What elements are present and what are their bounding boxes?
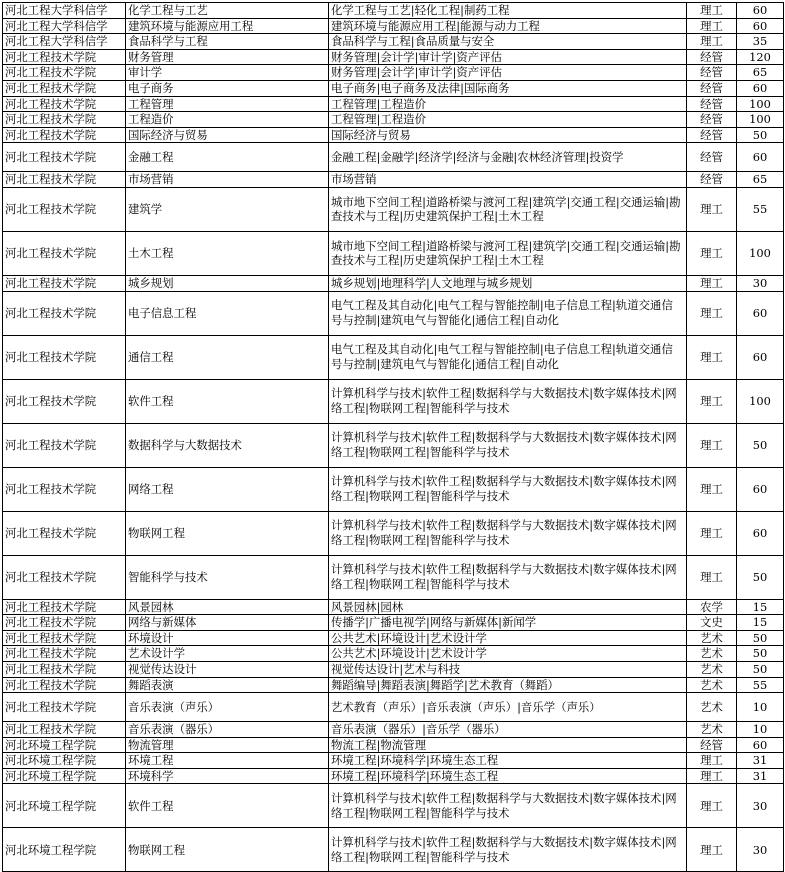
major-group-cell: 国际经济与贸易	[329, 127, 687, 143]
plan-count-cell: 10	[737, 722, 784, 738]
category-cell: 理工	[687, 423, 737, 467]
major-group-cell: 音乐表演（器乐）|音乐学（器乐）	[329, 722, 687, 738]
table-row	[3, 722, 784, 738]
table-row	[3, 335, 784, 379]
category-cell: 理工	[687, 768, 737, 784]
school-cell: 河北工程技术学院	[3, 661, 126, 677]
major-group-cell: 工程管理|工程造价	[329, 96, 687, 112]
major-cell: 电子商务	[126, 80, 329, 96]
school-cell: 河北工程技术学院	[3, 511, 126, 555]
major-cell: 土木工程	[126, 231, 329, 275]
school-cell: 河北工程技术学院	[3, 291, 126, 335]
category-cell: 农学	[687, 599, 737, 615]
category-cell: 理工	[687, 784, 737, 828]
plan-count-cell: 65	[737, 65, 784, 81]
major-group-cell: 风景园林|园林	[329, 599, 687, 615]
school-cell: 河北工程技术学院	[3, 49, 126, 65]
plan-count-cell: 60	[737, 18, 784, 34]
major-group-cell: 金融工程|金融学|经济学|经济与金融|农林经济管理|投资学	[329, 143, 687, 172]
major-cell: 风景园林	[126, 599, 329, 615]
plan-count-cell: 35	[737, 34, 784, 50]
major-cell: 智能科学与技术	[126, 555, 329, 599]
school-cell: 河北环境工程学院	[3, 737, 126, 753]
major-group-cell: 城市地下空间工程|道路桥梁与渡河工程|建筑学|交通工程|交通运输|勘查技术与工程|历史建筑保护工程|土木工程	[329, 187, 687, 231]
major-group-cell: 物流工程|物流管理	[329, 737, 687, 753]
admission-plan-table	[2, 2, 784, 872]
table-row	[3, 3, 784, 19]
table-row	[3, 172, 784, 188]
plan-count-cell: 60	[737, 291, 784, 335]
major-cell: 舞蹈表演	[126, 677, 329, 693]
major-cell: 物联网工程	[126, 828, 329, 872]
plan-count-cell: 60	[737, 335, 784, 379]
table-row	[3, 143, 784, 172]
major-group-cell: 电气工程及其自动化|电气工程与智能控制|电子信息工程|轨道交通信号与控制|建筑电气与智能化|通信工程|自动化	[329, 335, 687, 379]
school-cell: 河北工程技术学院	[3, 335, 126, 379]
plan-count-cell: 60	[737, 143, 784, 172]
major-group-cell: 财务管理|会计学|审计学|资产评估	[329, 65, 687, 81]
major-group-cell: 城市地下空间工程|道路桥梁与渡河工程|建筑学|交通工程|交通运输|勘查技术与工程|历史建筑保护工程|土木工程	[329, 231, 687, 275]
school-cell: 河北工程大学科信学	[3, 3, 126, 19]
category-cell: 理工	[687, 275, 737, 291]
school-cell: 河北工程技术学院	[3, 379, 126, 423]
table-row	[3, 615, 784, 631]
major-cell: 食品科学与工程	[126, 34, 329, 50]
major-cell: 国际经济与贸易	[126, 127, 329, 143]
major-group-cell: 视觉传达设计|艺术与科技	[329, 661, 687, 677]
major-cell: 物联网工程	[126, 511, 329, 555]
category-cell: 经管	[687, 127, 737, 143]
major-cell: 数据科学与大数据技术	[126, 423, 329, 467]
school-cell: 河北工程技术学院	[3, 96, 126, 112]
school-cell: 河北工程技术学院	[3, 599, 126, 615]
plan-count-cell: 30	[737, 784, 784, 828]
school-cell: 河北环境工程学院	[3, 753, 126, 769]
plan-count-cell: 55	[737, 677, 784, 693]
category-cell: 艺术	[687, 693, 737, 722]
major-cell: 建筑学	[126, 187, 329, 231]
major-group-cell: 计算机科学与技术|软件工程|数据科学与大数据技术|数字媒体技术|网络工程|物联网工程|智能科学与技术	[329, 423, 687, 467]
table-row	[3, 599, 784, 615]
school-cell: 河北工程技术学院	[3, 646, 126, 662]
category-cell: 理工	[687, 555, 737, 599]
major-group-cell: 计算机科学与技术|软件工程|数据科学与大数据技术|数字媒体技术|网络工程|物联网工程|智能科学与技术	[329, 555, 687, 599]
category-cell: 理工	[687, 18, 737, 34]
plan-count-cell: 100	[737, 112, 784, 128]
major-group-cell: 市场营销	[329, 172, 687, 188]
table-row	[3, 828, 784, 872]
school-cell: 河北工程技术学院	[3, 172, 126, 188]
major-cell: 通信工程	[126, 335, 329, 379]
school-cell: 河北工程技术学院	[3, 467, 126, 511]
major-group-cell: 环境工程|环境科学|环境生态工程	[329, 753, 687, 769]
plan-count-cell: 65	[737, 172, 784, 188]
major-group-cell: 计算机科学与技术|软件工程|数据科学与大数据技术|数字媒体技术|网络工程|物联网工程|智能科学与技术	[329, 828, 687, 872]
school-cell: 河北工程大学科信学	[3, 34, 126, 50]
table-row	[3, 630, 784, 646]
major-group-cell: 传播学|广播电视学|网络与新媒体|新闻学	[329, 615, 687, 631]
school-cell: 河北工程技术学院	[3, 143, 126, 172]
school-cell: 河北工程技术学院	[3, 80, 126, 96]
major-cell: 化学工程与工艺	[126, 3, 329, 19]
category-cell: 理工	[687, 828, 737, 872]
table-body	[3, 3, 784, 872]
plan-count-cell: 50	[737, 423, 784, 467]
plan-count-cell: 31	[737, 768, 784, 784]
plan-count-cell: 55	[737, 187, 784, 231]
category-cell: 理工	[687, 753, 737, 769]
major-cell: 艺术设计学	[126, 646, 329, 662]
table-row	[3, 231, 784, 275]
major-cell: 审计学	[126, 65, 329, 81]
plan-count-cell: 15	[737, 615, 784, 631]
major-cell: 软件工程	[126, 784, 329, 828]
table-row	[3, 379, 784, 423]
major-group-cell: 电气工程及其自动化|电气工程与智能控制|电子信息工程|轨道交通信号与控制|建筑电气与智能化|通信工程|自动化	[329, 291, 687, 335]
plan-count-cell: 31	[737, 753, 784, 769]
major-cell: 财务管理	[126, 49, 329, 65]
major-group-cell: 城乡规划|地理科学|人文地理与城乡规划	[329, 275, 687, 291]
table-row	[3, 96, 784, 112]
table-row	[3, 753, 784, 769]
table-row	[3, 423, 784, 467]
major-group-cell: 化学工程与工艺|轻化工程|制药工程	[329, 3, 687, 19]
category-cell: 理工	[687, 467, 737, 511]
plan-count-cell: 100	[737, 231, 784, 275]
plan-count-cell: 50	[737, 661, 784, 677]
major-group-cell: 建筑环境与能源应用工程|能源与动力工程	[329, 18, 687, 34]
category-cell: 理工	[687, 187, 737, 231]
table-row	[3, 555, 784, 599]
table-row	[3, 511, 784, 555]
table-row	[3, 112, 784, 128]
table-row	[3, 646, 784, 662]
category-cell: 经管	[687, 80, 737, 96]
table-row	[3, 693, 784, 722]
plan-count-cell: 30	[737, 828, 784, 872]
plan-count-cell: 60	[737, 511, 784, 555]
plan-count-cell: 15	[737, 599, 784, 615]
school-cell: 河北工程技术学院	[3, 630, 126, 646]
category-cell: 经管	[687, 143, 737, 172]
category-cell: 经管	[687, 96, 737, 112]
table-row	[3, 275, 784, 291]
table-row	[3, 18, 784, 34]
category-cell: 艺术	[687, 677, 737, 693]
major-group-cell: 环境工程|环境科学|环境生态工程	[329, 768, 687, 784]
major-group-cell: 计算机科学与技术|软件工程|数据科学与大数据技术|数字媒体技术|网络工程|物联网工程|智能科学与技术	[329, 379, 687, 423]
category-cell: 经管	[687, 49, 737, 65]
plan-count-cell: 60	[737, 737, 784, 753]
major-cell: 城乡规划	[126, 275, 329, 291]
school-cell: 河北环境工程学院	[3, 784, 126, 828]
school-cell: 河北工程技术学院	[3, 65, 126, 81]
school-cell: 河北环境工程学院	[3, 828, 126, 872]
category-cell: 理工	[687, 379, 737, 423]
table-row	[3, 127, 784, 143]
major-cell: 物流管理	[126, 737, 329, 753]
major-cell: 环境设计	[126, 630, 329, 646]
major-group-cell: 财务管理|会计学|审计学|资产评估	[329, 49, 687, 65]
category-cell: 理工	[687, 511, 737, 555]
school-cell: 河北环境工程学院	[3, 768, 126, 784]
major-cell: 市场营销	[126, 172, 329, 188]
table-row	[3, 661, 784, 677]
major-cell: 视觉传达设计	[126, 661, 329, 677]
major-group-cell: 工程管理|工程造价	[329, 112, 687, 128]
school-cell: 河北工程技术学院	[3, 231, 126, 275]
major-cell: 软件工程	[126, 379, 329, 423]
plan-count-cell: 100	[737, 96, 784, 112]
category-cell: 文史	[687, 615, 737, 631]
school-cell: 河北工程技术学院	[3, 693, 126, 722]
school-cell: 河北工程技术学院	[3, 275, 126, 291]
major-cell: 电子信息工程	[126, 291, 329, 335]
school-cell: 河北工程技术学院	[3, 722, 126, 738]
school-cell: 河北工程技术学院	[3, 555, 126, 599]
category-cell: 艺术	[687, 722, 737, 738]
major-cell: 工程造价	[126, 112, 329, 128]
major-cell: 音乐表演（器乐）	[126, 722, 329, 738]
major-cell: 建筑环境与能源应用工程	[126, 18, 329, 34]
table-row	[3, 49, 784, 65]
table-row	[3, 677, 784, 693]
major-cell: 音乐表演（声乐）	[126, 693, 329, 722]
school-cell: 河北工程技术学院	[3, 423, 126, 467]
plan-count-cell: 60	[737, 467, 784, 511]
table-row	[3, 768, 784, 784]
school-cell: 河北工程技术学院	[3, 615, 126, 631]
plan-count-cell: 50	[737, 127, 784, 143]
plan-count-cell: 30	[737, 275, 784, 291]
plan-count-cell: 120	[737, 49, 784, 65]
major-group-cell: 计算机科学与技术|软件工程|数据科学与大数据技术|数字媒体技术|网络工程|物联网工程|智能科学与技术	[329, 511, 687, 555]
major-cell: 工程管理	[126, 96, 329, 112]
plan-count-cell: 50	[737, 630, 784, 646]
major-cell: 环境工程	[126, 753, 329, 769]
table-row	[3, 187, 784, 231]
plan-count-cell: 50	[737, 646, 784, 662]
category-cell: 经管	[687, 172, 737, 188]
major-group-cell: 公共艺术|环境设计|艺术设计学	[329, 646, 687, 662]
category-cell: 经管	[687, 112, 737, 128]
category-cell: 艺术	[687, 630, 737, 646]
category-cell: 经管	[687, 737, 737, 753]
major-cell: 网络与新媒体	[126, 615, 329, 631]
category-cell: 艺术	[687, 646, 737, 662]
major-cell: 网络工程	[126, 467, 329, 511]
school-cell: 河北工程技术学院	[3, 127, 126, 143]
table-row	[3, 34, 784, 50]
major-group-cell: 舞蹈编导|舞蹈表演|舞蹈学|艺术教育（舞蹈）	[329, 677, 687, 693]
major-cell: 环境科学	[126, 768, 329, 784]
school-cell: 河北工程技术学院	[3, 677, 126, 693]
table-row	[3, 65, 784, 81]
category-cell: 理工	[687, 291, 737, 335]
major-group-cell: 电子商务|电子商务及法律|国际商务	[329, 80, 687, 96]
major-group-cell: 计算机科学与技术|软件工程|数据科学与大数据技术|数字媒体技术|网络工程|物联网工程|智能科学与技术	[329, 467, 687, 511]
category-cell: 理工	[687, 335, 737, 379]
category-cell: 理工	[687, 3, 737, 19]
table-row	[3, 291, 784, 335]
school-cell: 河北工程技术学院	[3, 187, 126, 231]
plan-count-cell: 60	[737, 3, 784, 19]
major-group-cell: 公共艺术|环境设计|艺术设计学	[329, 630, 687, 646]
major-group-cell: 计算机科学与技术|软件工程|数据科学与大数据技术|数字媒体技术|网络工程|物联网工程|智能科学与技术	[329, 784, 687, 828]
category-cell: 理工	[687, 231, 737, 275]
plan-count-cell: 10	[737, 693, 784, 722]
plan-count-cell: 50	[737, 555, 784, 599]
category-cell: 理工	[687, 34, 737, 50]
major-group-cell: 食品科学与工程|食品质量与安全	[329, 34, 687, 50]
table-row	[3, 737, 784, 753]
category-cell: 艺术	[687, 661, 737, 677]
plan-count-cell: 100	[737, 379, 784, 423]
table-row	[3, 467, 784, 511]
table-row	[3, 80, 784, 96]
major-group-cell: 艺术教育（声乐）|音乐表演（声乐）|音乐学（声乐）	[329, 693, 687, 722]
table-row	[3, 784, 784, 828]
major-cell: 金融工程	[126, 143, 329, 172]
school-cell: 河北工程大学科信学	[3, 18, 126, 34]
plan-count-cell: 60	[737, 80, 784, 96]
school-cell: 河北工程技术学院	[3, 112, 126, 128]
category-cell: 经管	[687, 65, 737, 81]
